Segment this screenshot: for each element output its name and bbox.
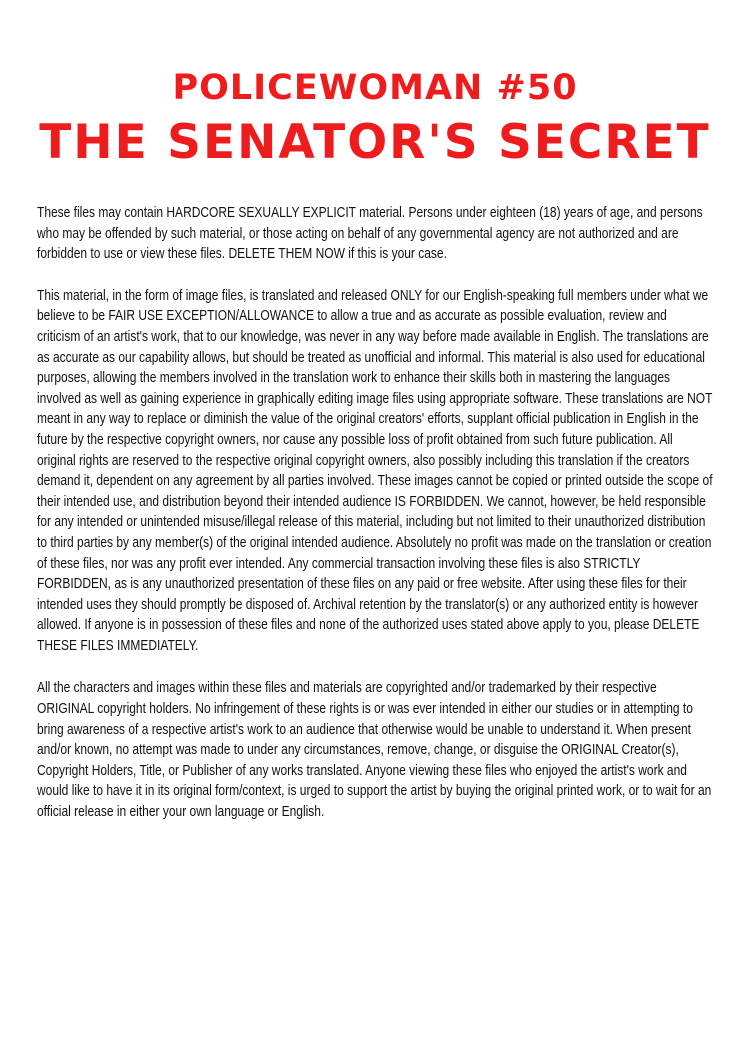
fair-use-paragraph: This material, in the form of image files, is translated and released ONLY for our English-speaking full members under what we believe to be FAIR USE EXCEPTION/ALLOWANCE to allow a true and as accurate as possible evaluation, review and criticism of an artist's work, that to our knowledge, was never in any way before made available in English. The translations are as accurate as our capability allows, but should be treated as unofficial and informal. This material is also used for educational purposes, allowing the members involved in the translation work to enhance their skills both in mastering the languages involved as well as gaining experience in graphically editing image files using appropriate software. These translations are NOT meant in any way to replace or diminish the value of the original creators' efforts, supplant official publication in English in the future by the respective copyright owners, nor cause any possible loss of profit obtained from such future publication. All original rights are reserved to the respective original copyright owners, also possibly including this translation if the creators demand it, dependent on any agreement by all parties involved. These images cannot be copied or printed outside the scope of their intended use, and distribution beyond their intended audience IS FORBIDDEN. We cannot, however, be held responsible for any intended or unintended misuse/illegal release of this material, including but not limited to their unauthorized distribution to third parties by any member(s) of the original intended audience. Absolutely no profit was made on the translation or creation of these files, nor was any profit ever intended. Any commercial transaction involving these files is also STRICTLY FORBIDDEN, as is any unauthorized presentation of these files on any paid or free website. After using these files for their intended uses they should promptly be disposed of. Archival retention by the translator(s) or any authorized entity is however allowed. If anyone is in possession of these files and none of the authorized uses stated above apply to you, please DELETE THESE FILES IMMEDIATELY. [37, 286, 713, 654]
story-title: THE SENATOR'S SECRET [39, 115, 711, 170]
series-title: POLICEWOMAN #50 [172, 68, 578, 108]
title-block [0, 66, 750, 172]
copyright-paragraph: All the characters and images within these files and materials are copyrighted and/or trademarked by their respective ORIGINAL copyright holders. No infringement of these rights is or was ever intended in either our studies or in attempting to bring awareness of a respective artist's work to an audience that otherwise would be unable to understand it. When present and/or known, no attempt was made to under any circumstances, remove, change, or disguise the ORIGINAL Creator(s), Copyright Holders, Title, or Publisher of any works translated. Anyone viewing these files who enjoyed the artist's work and would like to have it in its original form/context, is urged to support the artist by buying the original printed work, or to wait for an official release in either your own language or English. [37, 679, 712, 821]
warning-paragraph: These files may contain HARDCORE SEXUALLY EXPLICIT material. Persons under eighteen (18) years of age, and persons who may be offended by such material, or those acting on behalf of any governmental agency are not authorized and are forbidden to use or view these files. DELETE THEM NOW if this is your case. [37, 204, 703, 263]
disclaimer-body [37, 203, 713, 843]
